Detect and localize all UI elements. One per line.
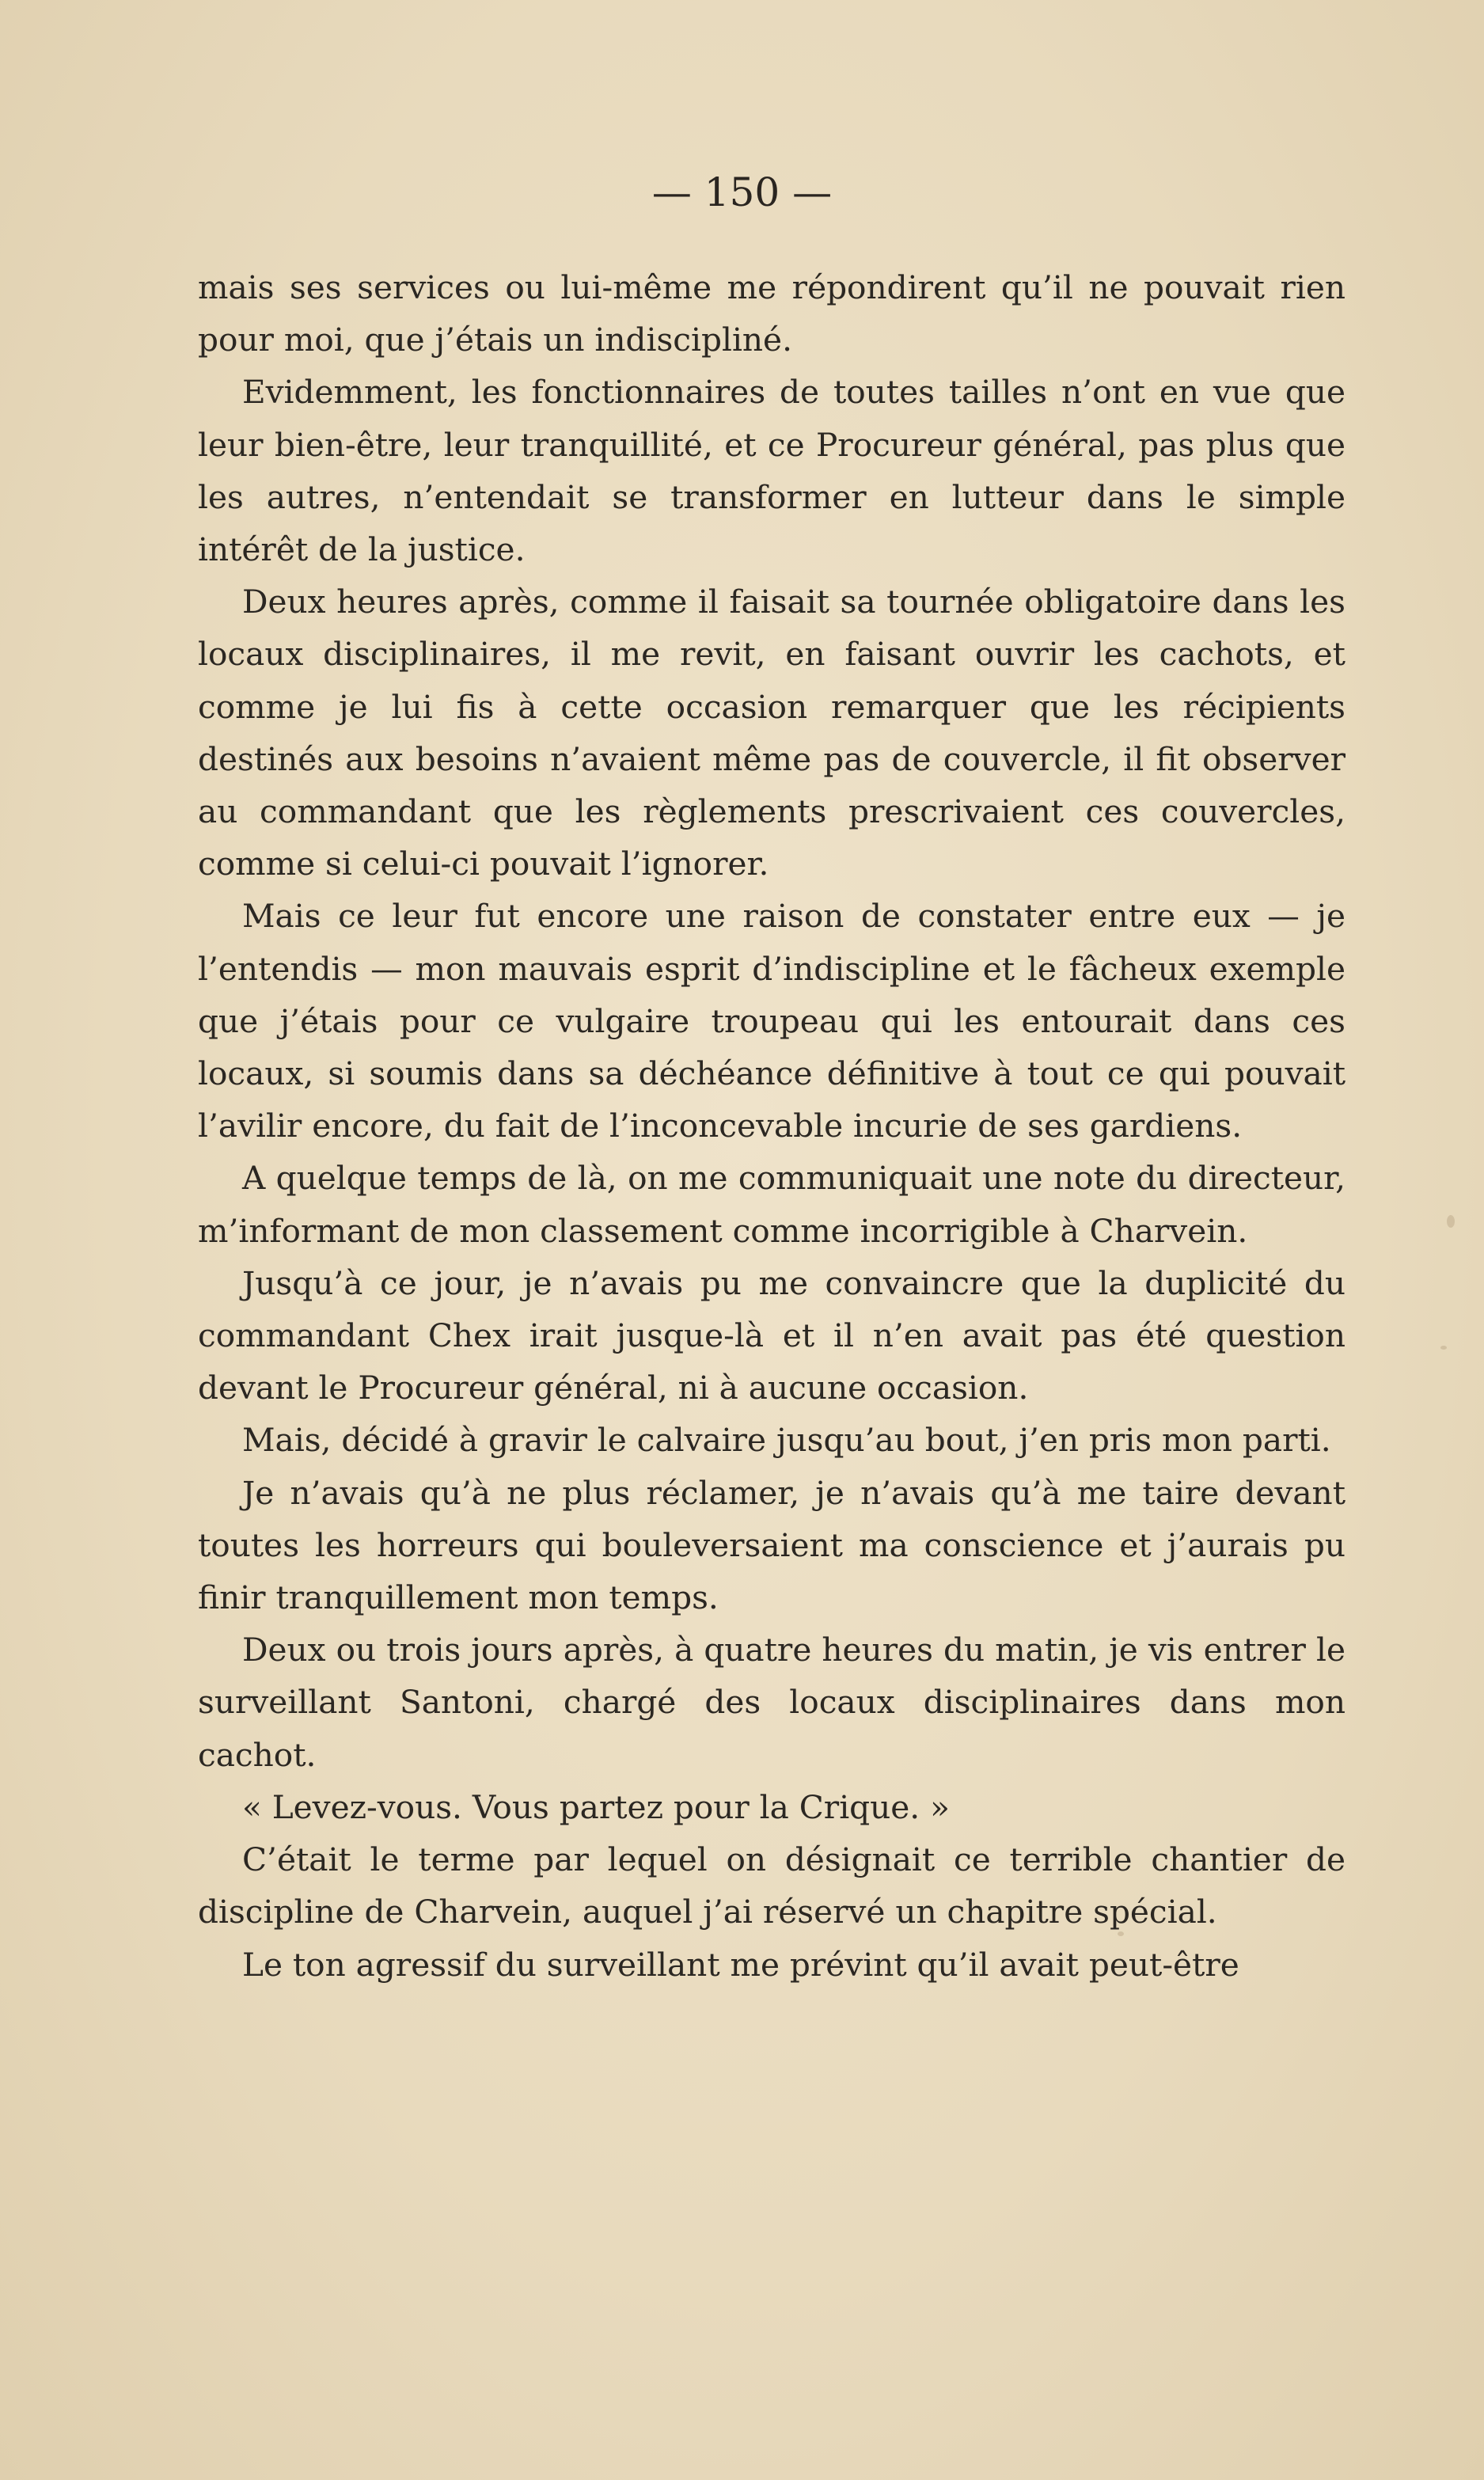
paragraph-5: A quelque temps de là, on me communiquait une note du directeur, m’informant de mon classement comme incorrigible à Charvein. xyxy=(198,1159,1345,1250)
paragraph-10: « Levez-vous. Vous partez pour la Crique. » xyxy=(242,1787,950,1826)
paragraph-8: Je n’avais qu’à ne plus réclamer, je n’avais qu’à me taire devant toutes les horreurs qui bouleversaient ma conscience et j’aurais pu finir tranquillement mon temps. xyxy=(198,1473,1345,1617)
paragraph-11: C’était le terme par lequel on désignait ce terrible chantier de discipline de Charvein, auquel j’ai réservé un chapitre spécial. xyxy=(198,1840,1345,1931)
paragraph-12: Le ton agressif du surveillant me prévint qu’il avait peut-être xyxy=(242,1945,1239,1984)
paper-speck xyxy=(1440,1346,1447,1350)
paper-speck xyxy=(1447,1215,1455,1228)
paragraph-2: Evidemment, les fonctionnaires de toutes tailles n’ont en vue que leur bien-être, leur tranquillité, et ce Procureur général, pas plus que les autres, n’entendait se transformer en lutteur dans le simple intérêt de la justice. xyxy=(198,373,1345,569)
paper-speck xyxy=(1118,1931,1124,1936)
paragraph-1: mais ses services ou lui-même me répondirent qu’il ne pouvait rien pour moi, que j’étais un indiscipliné. xyxy=(198,268,1345,359)
page-number: — 150 — xyxy=(651,169,833,215)
paragraph-4: Mais ce leur fut encore une raison de constater entre eux — je l’entendis — mon mauvais esprit d’indiscipline et le fâcheux exemple que j’étais pour ce vulgaire troupeau qui les entourait dans ces locaux, si soumis dans sa déchéance définitive à tout ce qui pouvait l’avilir encore, du fait de l’inconcevable incurie de ses gardiens. xyxy=(198,897,1345,1145)
paragraph-7: Mais, décidé à gravir le calvaire jusqu’au bout, j’en pris mon parti. xyxy=(242,1421,1331,1460)
paragraph-9: Deux ou trois jours après, à quatre heures du matin, je vis entrer le surveillant Santoni, chargé des locaux disciplinaires dans mon cachot. xyxy=(198,1631,1345,1774)
paragraph-3: Deux heures après, comme il faisait sa tournée obligatoire dans les locaux disciplinaires, il me revit, en faisant ouvrir les cachots, et comme je lui fis à cette occasion remarquer que les récipients destinés aux besoins n’avaient même pas de couvercle, il fit observer au commandant que les règlements prescrivaient ces couvercles, comme si celui-ci pouvait l’ignorer. xyxy=(198,583,1345,883)
body-text xyxy=(198,261,1345,1991)
paragraph-6: Jusqu’à ce jour, je n’avais pu me convaincre que la duplicité du commandant Chex irait jusque-là et il n’en avait pas été question devant le Procureur général, ni à aucune occasion. xyxy=(198,1263,1345,1407)
